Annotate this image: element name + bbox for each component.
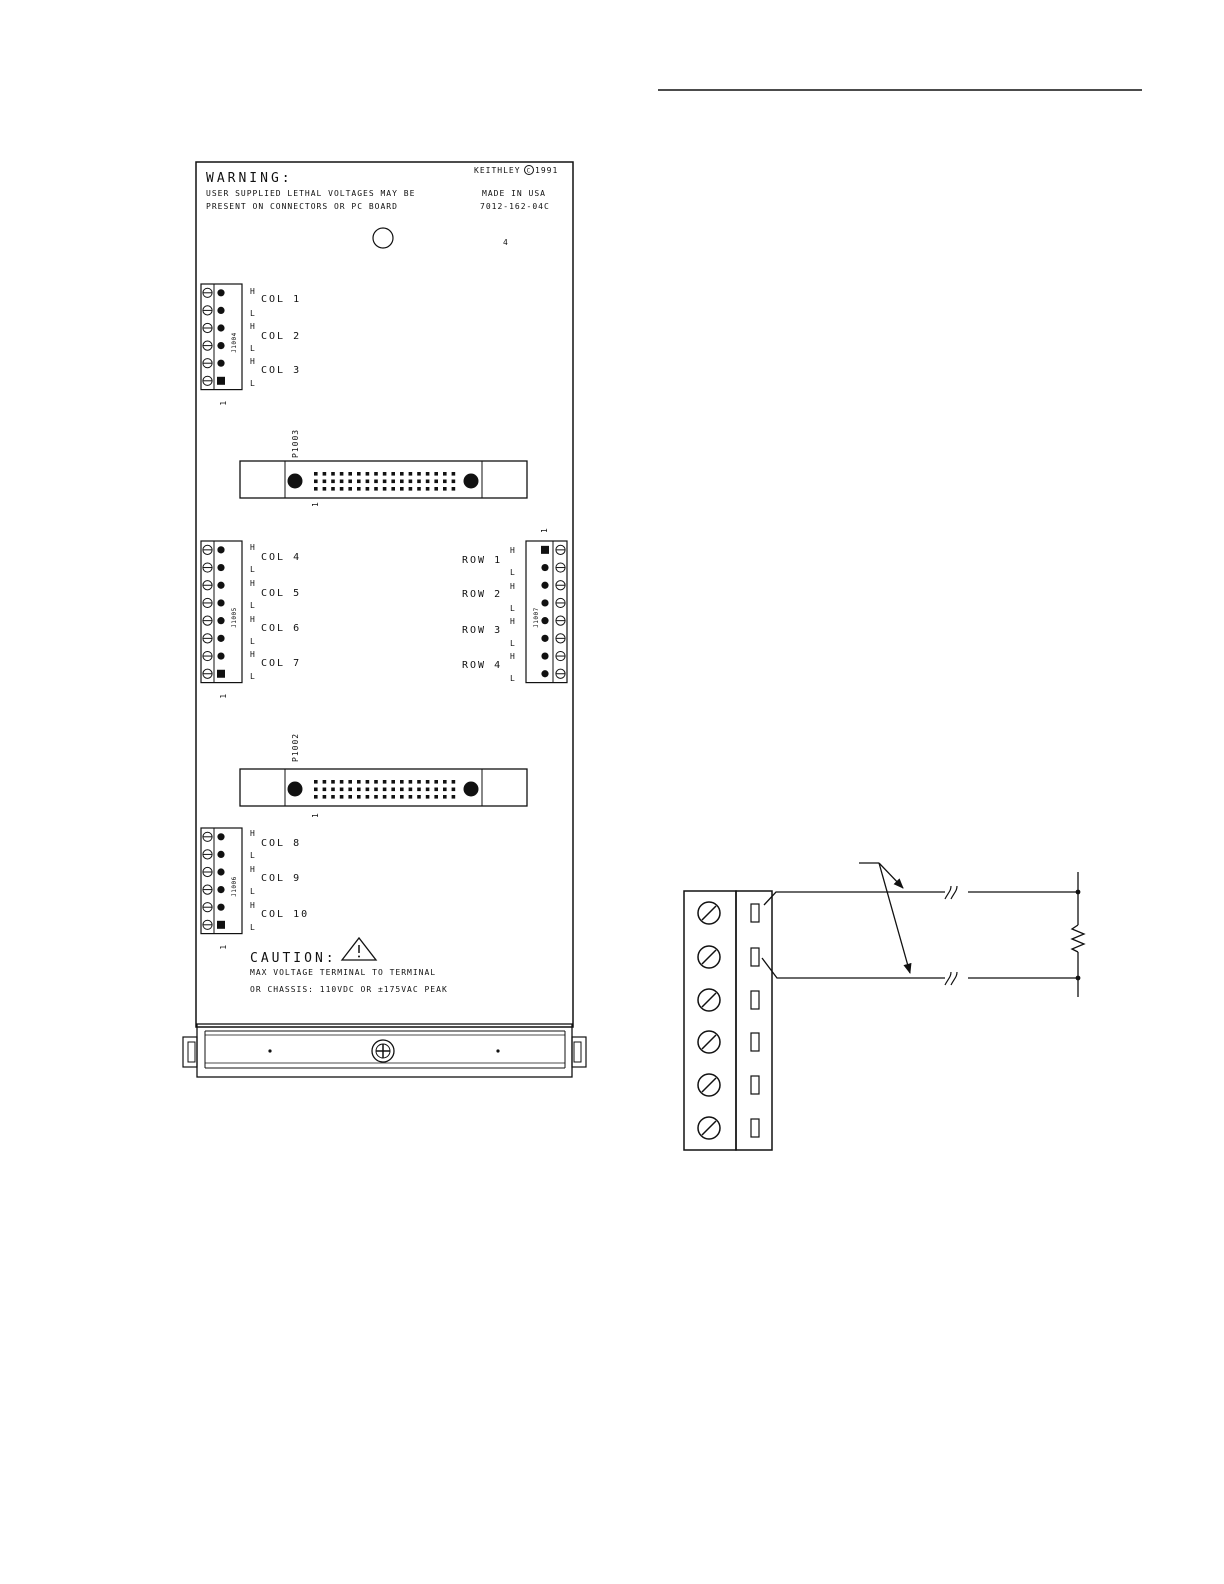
connector-pin [443, 487, 447, 491]
connector-pin [391, 472, 395, 476]
pin-1-label: 1 [219, 943, 228, 950]
col-label: COL 5 [261, 588, 302, 599]
caution-title: CAUTION: [250, 951, 337, 966]
terminal-pin [217, 833, 224, 840]
terminal-block-j1007 [462, 527, 567, 683]
terminal-screw-icon [556, 545, 565, 554]
terminal-screw-icon [556, 598, 565, 607]
connector-p1002 [240, 733, 527, 818]
terminal-screw-icon [203, 323, 212, 332]
col-low-label: L [250, 672, 256, 681]
connector-pin [417, 780, 421, 784]
connector-pin [434, 780, 438, 784]
connector-pin [391, 788, 395, 792]
col-low-label: L [250, 344, 256, 353]
connector-pin [417, 472, 421, 476]
row-high-label: H [510, 652, 516, 661]
connector-pin [400, 487, 404, 491]
connector-pin [383, 472, 387, 476]
connector-pin [331, 487, 335, 491]
connector-pin [314, 788, 318, 792]
col-high-label: H [250, 357, 256, 366]
connector-pin [357, 472, 361, 476]
screw-hole-right [464, 782, 479, 797]
col-low-label: L [250, 379, 256, 388]
connector-pin [357, 487, 361, 491]
terminal-screw-icon [698, 1117, 720, 1139]
connector-pin [323, 780, 327, 784]
terminal-pin [217, 324, 224, 331]
maker-part-number: 7012-162-04C [480, 202, 550, 211]
connector-pin [409, 788, 413, 792]
col-label: COL 10 [261, 909, 310, 920]
col-label: COL 7 [261, 658, 302, 669]
connector-pin [409, 472, 413, 476]
connector-ref-label: J1005 [231, 607, 238, 628]
connector-pin [434, 487, 438, 491]
connector-pin [366, 472, 370, 476]
col-label: COL 2 [261, 331, 302, 342]
connector-pin [409, 487, 413, 491]
col-high-label: H [250, 322, 256, 331]
connector-pin [400, 780, 404, 784]
terminal-pin [217, 582, 224, 589]
connector-pin [348, 480, 352, 484]
thumb-screw-icon [372, 1040, 394, 1062]
pin-array-p1002 [314, 780, 455, 799]
terminal-screw-icon [203, 581, 212, 590]
connector-pin [348, 795, 352, 799]
col-low-label: L [250, 637, 256, 646]
connector-ref-label: J1007 [533, 607, 540, 628]
row-low-label: L [510, 568, 516, 577]
connector-pin [340, 487, 344, 491]
terminal-screw-icon [556, 651, 565, 660]
connector-pin [443, 780, 447, 784]
terminal-socket [751, 991, 759, 1009]
connector-pin [331, 472, 335, 476]
pin-1-label: 1 [219, 399, 228, 406]
screw-hole-left [288, 474, 303, 489]
terminal-block-screws [684, 891, 736, 1150]
connector-pin [452, 795, 456, 799]
connector-pin [366, 788, 370, 792]
connector-pin [426, 788, 430, 792]
connector-pin [391, 795, 395, 799]
terminal-pin [217, 652, 224, 659]
card-handle [183, 1024, 586, 1077]
connector-pin [383, 780, 387, 784]
connector-pin [323, 795, 327, 799]
connector-pin [374, 788, 378, 792]
terminal-pin [217, 635, 224, 642]
connector-pin [314, 472, 318, 476]
connector-pin [452, 480, 456, 484]
connector-pin [374, 487, 378, 491]
connector-pin [374, 795, 378, 799]
col-label: COL 8 [261, 838, 302, 849]
connector-pin [340, 480, 344, 484]
maker-year: 1991 [535, 166, 559, 175]
terminal-screw-icon [698, 902, 720, 924]
terminal-screw-icon [698, 1074, 720, 1096]
pin-array-p1003 [314, 472, 455, 491]
terminal-block-j1005 [201, 541, 301, 699]
connector-pin [323, 480, 327, 484]
connector-pin [348, 788, 352, 792]
col-high-label: H [250, 543, 256, 552]
p1002-pin1: 1 [311, 812, 320, 818]
terminal-screw-icon [203, 563, 212, 572]
break-mark-icon [945, 886, 957, 985]
connector-pin [340, 780, 344, 784]
terminal-pin [217, 886, 224, 893]
connector-pin [331, 788, 335, 792]
col-low-label: L [250, 851, 256, 860]
terminal-socket [751, 948, 759, 966]
connector-pin [426, 780, 430, 784]
connector-pin [409, 795, 413, 799]
connector-pin [357, 788, 361, 792]
pin-1-marker [541, 546, 549, 554]
terminal-screw-icon [698, 989, 720, 1011]
terminal-screw-icon [556, 669, 565, 678]
connector-pin [383, 487, 387, 491]
connector-pin [314, 480, 318, 484]
terminal-pin [217, 564, 224, 571]
mounting-hole [373, 228, 393, 248]
terminal-block-j1004 [201, 284, 301, 406]
terminal-screw-icon [556, 563, 565, 572]
terminal-pin [541, 564, 548, 571]
detail-terminals [698, 902, 759, 1139]
terminal-pin [541, 652, 548, 659]
col-low-label: L [250, 923, 256, 932]
terminal-pin [217, 342, 224, 349]
connector-pin [331, 780, 335, 784]
connector-pin [374, 780, 378, 784]
maker-name: KEITHLEY [474, 166, 521, 175]
connector-pin [366, 487, 370, 491]
connector-ref-label: J1006 [231, 876, 238, 897]
connector-p1003 [240, 429, 527, 507]
screw-hole-right [464, 474, 479, 489]
copyright-glyph: C [526, 167, 531, 175]
terminal-pin [217, 904, 224, 911]
terminal-pin [217, 289, 224, 296]
terminal-pin [541, 582, 548, 589]
connector-pin [348, 472, 352, 476]
col-low-label: L [250, 887, 256, 896]
row-label: ROW 3 [462, 625, 503, 636]
terminal-screw-icon [203, 288, 212, 297]
connector-pin [452, 780, 456, 784]
terminal-socket [751, 1033, 759, 1051]
connector-pin [323, 788, 327, 792]
connector-pin [452, 487, 456, 491]
col-label: COL 6 [261, 623, 302, 634]
connector-pin [434, 480, 438, 484]
connector-pin [400, 480, 404, 484]
caution-line-2: OR CHASSIS: 110VDC OR ±175VAC PEAK [250, 985, 448, 994]
connector-pin [443, 472, 447, 476]
screw-hole-left [288, 782, 303, 797]
connector-pin [331, 795, 335, 799]
connector-pin [417, 795, 421, 799]
pin-1-label: 1 [219, 692, 228, 699]
terminal-screw-icon [203, 832, 212, 841]
maker-block [474, 166, 558, 212]
connector-pin [323, 472, 327, 476]
col-label: COL 3 [261, 365, 302, 376]
col-high-label: H [250, 287, 256, 296]
wire-high [764, 892, 945, 905]
terminal-socket [751, 904, 759, 922]
warning-triangle-icon [342, 938, 376, 960]
col-label: COL 1 [261, 294, 302, 305]
connector-pin [409, 780, 413, 784]
terminal-block-j1006 [201, 828, 309, 950]
connector-pin [366, 480, 370, 484]
terminal-screw-icon [698, 946, 720, 968]
connector-pin [314, 487, 318, 491]
connector-pin [452, 788, 456, 792]
terminal-blocks [201, 284, 567, 950]
row-high-label: H [510, 546, 516, 555]
connector-pin [391, 487, 395, 491]
terminal-screw-icon [203, 651, 212, 660]
terminal-screw-icon [203, 598, 212, 607]
card-drawing [183, 162, 586, 1077]
terminal-pin [217, 868, 224, 875]
connector-pin [434, 472, 438, 476]
pin-1-marker [217, 377, 225, 385]
connector-pin [357, 795, 361, 799]
connector-ref-label: J1004 [231, 332, 238, 353]
col-high-label: H [250, 901, 256, 910]
col-label: COL 4 [261, 552, 302, 563]
wiring-detail [684, 863, 1084, 1150]
connector-pin [340, 472, 344, 476]
terminal-screw-icon [203, 359, 212, 368]
terminal-pin [217, 617, 224, 624]
terminal-pin [217, 546, 224, 553]
connector-pin [357, 480, 361, 484]
connector-pin [323, 487, 327, 491]
connector-pin [434, 788, 438, 792]
connector-pin [400, 795, 404, 799]
terminal-screw-icon [556, 616, 565, 625]
row-low-label: L [510, 639, 516, 648]
connector-pin [426, 487, 430, 491]
revision-mark: 4 [503, 238, 509, 247]
terminal-screw-icon [203, 376, 212, 385]
connector-pin [443, 788, 447, 792]
junction-dot [1076, 976, 1081, 981]
connector-pin [383, 480, 387, 484]
connector-pin [383, 795, 387, 799]
connector-pin [366, 780, 370, 784]
col-low-label: L [250, 565, 256, 574]
connector-pin [417, 487, 421, 491]
connector-pin [434, 795, 438, 799]
resistor-icon [1072, 925, 1084, 952]
connector-pin [357, 780, 361, 784]
terminal-screw-icon [203, 903, 212, 912]
connector-pin [374, 480, 378, 484]
terminal-screw-icon [203, 885, 212, 894]
connector-pin [340, 795, 344, 799]
connector-pin [348, 780, 352, 784]
row-low-label: L [510, 604, 516, 613]
terminal-block-sockets [736, 891, 772, 1150]
connector-pin [400, 788, 404, 792]
terminal-pin [541, 635, 548, 642]
connector-pin [426, 795, 430, 799]
terminal-pin [217, 307, 224, 314]
pin-1-marker [217, 921, 225, 929]
connector-pin [314, 780, 318, 784]
maker-origin: MADE IN USA [482, 189, 546, 198]
terminal-pin [217, 599, 224, 606]
wire-low [762, 958, 945, 978]
col-high-label: H [250, 650, 256, 659]
connector-pin [426, 472, 430, 476]
connector-pin [348, 487, 352, 491]
p1003-pin1: 1 [311, 501, 320, 507]
col-high-label: H [250, 829, 256, 838]
terminal-screw-icon [203, 920, 212, 929]
col-low-label: L [250, 309, 256, 318]
row-label: ROW 4 [462, 660, 503, 671]
terminal-socket [751, 1076, 759, 1094]
connector-pin [409, 480, 413, 484]
row-high-label: H [510, 582, 516, 591]
connector-pin [374, 472, 378, 476]
col-high-label: H [250, 579, 256, 588]
pin-1-marker [217, 670, 225, 678]
terminal-screw-icon [556, 581, 565, 590]
terminal-screw-icon [203, 634, 212, 643]
terminal-screw-icon [203, 545, 212, 554]
terminal-screw-icon [203, 341, 212, 350]
connector-pin [443, 795, 447, 799]
connector-pin [452, 472, 456, 476]
row-high-label: H [510, 617, 516, 626]
terminal-screw-icon [203, 616, 212, 625]
connector-pin [417, 480, 421, 484]
terminal-screw-icon [698, 1031, 720, 1053]
terminal-socket [751, 1119, 759, 1137]
connector-pin [426, 480, 430, 484]
terminal-pin [541, 670, 548, 677]
terminal-screw-icon [203, 867, 212, 876]
terminal-screw-icon [203, 306, 212, 315]
terminal-screw-icon [556, 634, 565, 643]
warning-title: WARNING: [206, 171, 293, 186]
terminal-pin [541, 617, 548, 624]
col-label: COL 9 [261, 873, 302, 884]
connector-pin [391, 480, 395, 484]
p1002-label: P1002 [291, 732, 300, 762]
connector-pin [340, 788, 344, 792]
warning-line-2: PRESENT ON CONNECTORS OR PC BOARD [206, 202, 398, 211]
warning-line-1: USER SUPPLIED LETHAL VOLTAGES MAY BE [206, 189, 416, 198]
connector-pin [314, 795, 318, 799]
connector-pin [366, 795, 370, 799]
connector-pin [417, 788, 421, 792]
connector-pin [391, 780, 395, 784]
connector-pin [383, 788, 387, 792]
terminal-screw-icon [203, 669, 212, 678]
row-label: ROW 2 [462, 589, 503, 600]
connector-pin [400, 472, 404, 476]
terminal-pin [541, 599, 548, 606]
p1003-label: P1003 [291, 428, 300, 458]
connector-pin [443, 480, 447, 484]
col-high-label: H [250, 865, 256, 874]
connector-pin [331, 480, 335, 484]
row-label: ROW 1 [462, 555, 503, 566]
caution-line-1: MAX VOLTAGE TERMINAL TO TERMINAL [250, 968, 437, 977]
row-low-label: L [510, 674, 516, 683]
terminal-pin [217, 851, 224, 858]
terminal-pin [217, 360, 224, 367]
pin-1-label: 1 [540, 527, 549, 533]
col-low-label: L [250, 601, 256, 610]
terminal-screw-icon [203, 850, 212, 859]
col-high-label: H [250, 615, 256, 624]
junction-dot [1076, 890, 1081, 895]
